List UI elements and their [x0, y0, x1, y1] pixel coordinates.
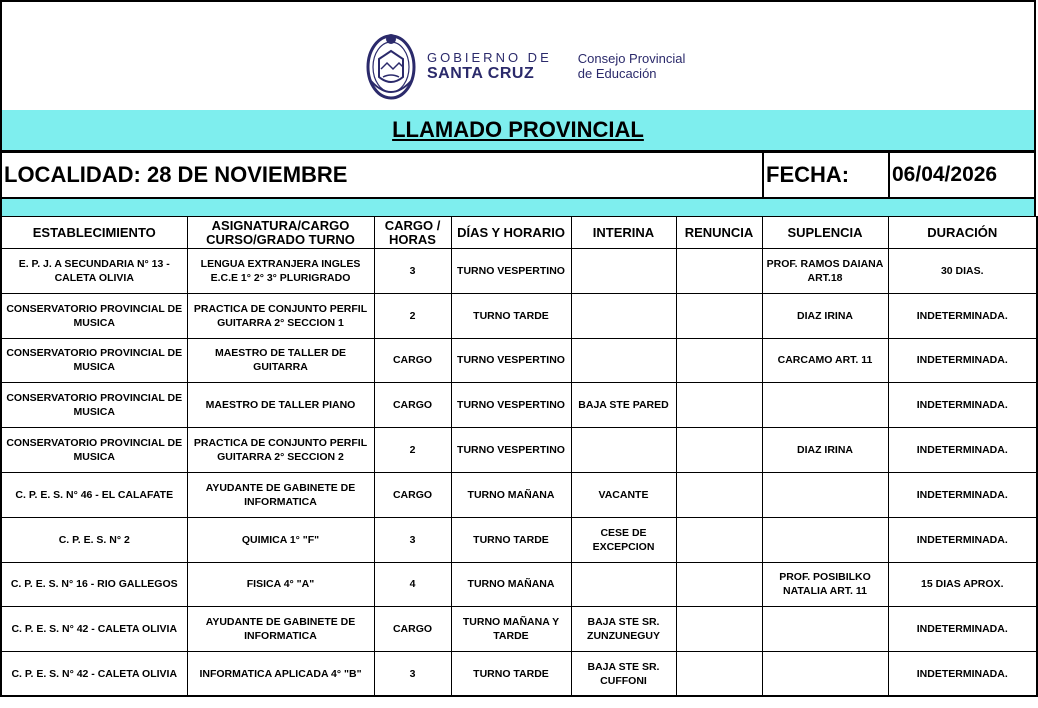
cell-renuncia: [676, 607, 762, 652]
page-title: LLAMADO PROVINCIAL: [392, 117, 644, 142]
cell-renuncia: [676, 383, 762, 428]
cell-dias: TURNO VESPERTINO: [451, 383, 571, 428]
col-interina: INTERINA: [571, 217, 676, 249]
col-asignatura-line1: ASIGNATURA/CARGO: [211, 217, 350, 233]
header-logo-block: [0, 0, 1036, 112]
cell-interina: VACANTE: [571, 472, 676, 517]
cell-renuncia: [676, 249, 762, 294]
col-renuncia: RENUNCIA: [676, 217, 762, 249]
col-dias: DÍAS Y HORARIO: [451, 217, 571, 249]
government-wordmark: [427, 50, 552, 83]
cell-duracion: 30 DIAS.: [888, 249, 1037, 294]
cell-cargo: 2: [374, 293, 451, 338]
table-header-row: [1, 217, 1037, 249]
cell-asignatura: PRACTICA DE CONJUNTO PERFIL GUITARRA 2° SECCION 1: [187, 293, 374, 338]
logo-group: [365, 30, 685, 102]
table-row: [1, 607, 1037, 652]
cell-suplencia: DIAZ IRINA: [762, 428, 888, 473]
fecha-value: 06/04/2026: [888, 153, 1034, 197]
table-row: [1, 428, 1037, 473]
cell-establecimiento: C. P. E. S. N° 46 - EL CALAFATE: [1, 472, 187, 517]
cell-suplencia: [762, 472, 888, 517]
cell-dias: TURNO TARDE: [451, 293, 571, 338]
cell-interina: BAJA STE SR. ZUNZUNEGUY: [571, 607, 676, 652]
fecha-label: FECHA:: [762, 153, 890, 197]
cell-establecimiento: C. P. E. S. N° 16 - RIO GALLEGOS: [1, 562, 187, 607]
cell-renuncia: [676, 472, 762, 517]
separator-band: [0, 199, 1036, 216]
cell-duracion: INDETERMINADA.: [888, 652, 1037, 697]
cell-dias: TURNO TARDE: [451, 517, 571, 562]
localidad-label: LOCALIDAD: 28 DE NOVIEMBRE: [4, 162, 348, 187]
table-row: [1, 517, 1037, 562]
cell-duracion: INDETERMINADA.: [888, 293, 1037, 338]
cell-dias: TURNO MAÑANA: [451, 562, 571, 607]
col-asignatura: [187, 217, 374, 249]
cell-interina: [571, 428, 676, 473]
cell-cargo: CARGO: [374, 607, 451, 652]
cell-suplencia: PROF. POSIBILKO NATALIA ART. 11: [762, 562, 888, 607]
cell-cargo: CARGO: [374, 472, 451, 517]
cell-interina: [571, 249, 676, 294]
cell-interina: [571, 338, 676, 383]
cell-cargo: 3: [374, 249, 451, 294]
table-row: [1, 383, 1037, 428]
cell-cargo: 2: [374, 428, 451, 473]
cell-asignatura: LENGUA EXTRANJERA INGLES E.C.E 1° 2° 3° PLURIGRADO: [187, 249, 374, 294]
cell-establecimiento: CONSERVATORIO PROVINCIAL DE MUSICA: [1, 293, 187, 338]
col-duracion: DURACIÓN: [888, 217, 1037, 249]
table-row: [1, 249, 1037, 294]
table-row: [1, 652, 1037, 697]
cell-establecimiento: CONSERVATORIO PROVINCIAL DE MUSICA: [1, 383, 187, 428]
cell-cargo: CARGO: [374, 338, 451, 383]
cell-renuncia: [676, 517, 762, 562]
table-row: [1, 338, 1037, 383]
cell-suplencia: [762, 383, 888, 428]
cell-duracion: 15 DIAS APROX.: [888, 562, 1037, 607]
cell-asignatura: QUIMICA 1° "F": [187, 517, 374, 562]
col-suplencia: SUPLENCIA: [762, 217, 888, 249]
cell-dias: TURNO VESPERTINO: [451, 249, 571, 294]
council-line2: de Educación: [577, 66, 657, 81]
table-row: [1, 472, 1037, 517]
cell-suplencia: [762, 607, 888, 652]
cell-dias: TURNO MAÑANA: [451, 472, 571, 517]
cell-duracion: INDETERMINADA.: [888, 383, 1037, 428]
council-wordmark: [578, 51, 686, 81]
cell-duracion: INDETERMINADA.: [888, 338, 1037, 383]
cell-cargo: CARGO: [374, 383, 451, 428]
cell-renuncia: [676, 428, 762, 473]
cell-asignatura: MAESTRO DE TALLER DE GUITARRA: [187, 338, 374, 383]
cell-asignatura: FISICA 4° "A": [187, 562, 374, 607]
cell-asignatura: MAESTRO DE TALLER PIANO: [187, 383, 374, 428]
cell-interina: [571, 293, 676, 338]
table-row: [1, 293, 1037, 338]
col-cargo: [374, 217, 451, 249]
cell-interina: [571, 562, 676, 607]
cell-establecimiento: E. P. J. A SECUNDARIA N° 13 - CALETA OLIVIA: [1, 249, 187, 294]
cell-interina: CESE DE EXCEPCION: [571, 517, 676, 562]
col-cargo-line1: CARGO /: [384, 217, 441, 233]
cell-duracion: INDETERMINADA.: [888, 428, 1037, 473]
cell-renuncia: [676, 338, 762, 383]
cell-renuncia: [676, 652, 762, 697]
cell-suplencia: CARCAMO ART. 11: [762, 338, 888, 383]
gov-line2: SANTA CRUZ: [427, 64, 535, 82]
cell-duracion: INDETERMINADA.: [888, 607, 1037, 652]
cell-establecimiento: C. P. E. S. N° 42 - CALETA OLIVIA: [1, 652, 187, 697]
cell-asignatura: INFORMATICA APLICADA 4° "B": [187, 652, 374, 697]
cell-duracion: INDETERMINADA.: [888, 517, 1037, 562]
cell-establecimiento: C. P. E. S. N° 2: [1, 517, 187, 562]
gov-line1: GOBIERNO DE: [427, 49, 552, 65]
cell-dias: TURNO MAÑANA Y TARDE: [451, 607, 571, 652]
cell-establecimiento: C. P. E. S. N° 42 - CALETA OLIVIA: [1, 607, 187, 652]
provincial-seal-icon: [365, 31, 417, 101]
cell-suplencia: DIAZ IRINA: [762, 293, 888, 338]
cell-interina: BAJA STE SR. CUFFONI: [571, 652, 676, 697]
cell-asignatura: AYUDANTE DE GABINETE DE INFORMATICA: [187, 472, 374, 517]
col-establecimiento: ESTABLECIMIENTO: [1, 217, 187, 249]
col-asignatura-line2: CURSO/GRADO TURNO: [206, 231, 355, 247]
cell-suplencia: PROF. RAMOS DAIANA ART.18: [762, 249, 888, 294]
cell-cargo: 3: [374, 652, 451, 697]
cell-cargo: 4: [374, 562, 451, 607]
cell-asignatura: PRACTICA DE CONJUNTO PERFIL GUITARRA 2° SECCION 2: [187, 428, 374, 473]
cell-suplencia: [762, 652, 888, 697]
cell-cargo: 3: [374, 517, 451, 562]
cell-suplencia: [762, 517, 888, 562]
cell-renuncia: [676, 562, 762, 607]
cell-dias: TURNO TARDE: [451, 652, 571, 697]
localidad-row: [0, 151, 1036, 199]
cell-duracion: INDETERMINADA.: [888, 472, 1037, 517]
council-line1: Consejo Provincial: [577, 51, 686, 66]
col-cargo-line2: HORAS: [389, 231, 436, 247]
cell-renuncia: [676, 293, 762, 338]
positions-table: [0, 216, 1038, 697]
title-band: [0, 110, 1036, 152]
cell-interina: BAJA STE PARED: [571, 383, 676, 428]
cell-dias: TURNO VESPERTINO: [451, 428, 571, 473]
table-row: [1, 562, 1037, 607]
cell-establecimiento: CONSERVATORIO PROVINCIAL DE MUSICA: [1, 428, 187, 473]
cell-asignatura: AYUDANTE DE GABINETE DE INFORMATICA: [187, 607, 374, 652]
cell-dias: TURNO VESPERTINO: [451, 338, 571, 383]
cell-establecimiento: CONSERVATORIO PROVINCIAL DE MUSICA: [1, 338, 187, 383]
